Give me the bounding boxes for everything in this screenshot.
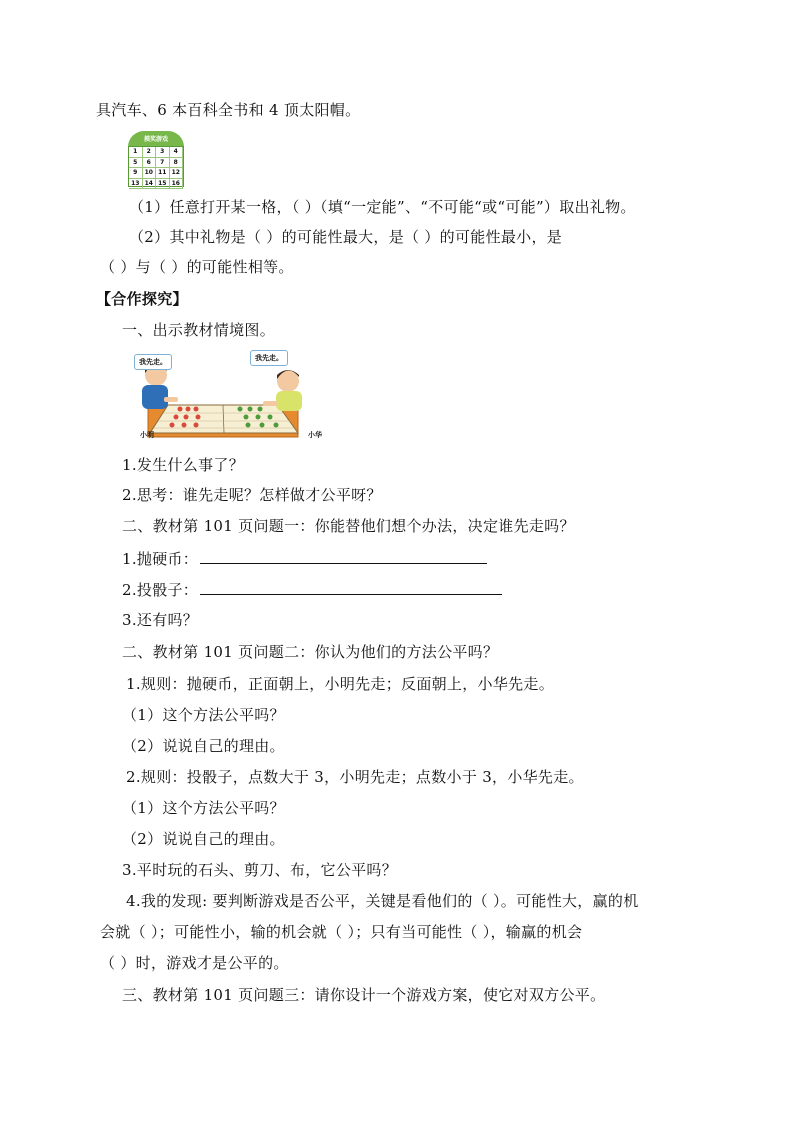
prize-cell: 13 (129, 179, 143, 190)
rule-1: 1.规则：抛硬币，正面朝上，小明先走；反面朝上，小华先走。 (126, 675, 555, 693)
part-3-item-3: 3.平时玩的石头、剪刀、布，它公平吗？ (122, 861, 398, 879)
part-1-question-2: 2.思考：谁先走呢？怎样做才公平呀？ (122, 486, 382, 504)
part-2-item-3: 3.还有吗？ (122, 611, 199, 629)
prize-cell: 11 (156, 168, 170, 179)
prize-grid-cells (128, 146, 184, 187)
coin-toss-answer-blank[interactable] (200, 547, 487, 564)
left-name-label: 小明 (140, 431, 154, 439)
prize-cell: 6 (143, 158, 157, 169)
part-2-title: 二、教材第 101 页问题一：你能替他们想个办法，决定谁先走吗？ (122, 517, 575, 535)
part-2-item-1 (122, 547, 487, 570)
coin-toss-label: 1.抛硬币： (122, 550, 199, 568)
discovery-line-1: 4.我的发现: 要判断游戏是否公平，关键是看他们的（ ）。可能性大，赢的机 (126, 892, 639, 910)
discovery-line-3: （ ）时，游戏才是公平的。 (100, 954, 289, 972)
prize-cell: 8 (170, 158, 184, 169)
question-2-line-2: （ ）与（ ）的可能性相等。 (100, 258, 294, 276)
rule-2-question-1: （1）这个方法公平吗？ (122, 799, 285, 817)
discovery-line-2: 会就（ ）；可能性小，输的机会就（ ）；只有当可能性（ ），输赢的机会 (100, 923, 583, 941)
intro-line: 具汽车、6 本百科全书和 4 顶太阳帽。 (96, 101, 361, 119)
rule-2: 2.规则：投骰子，点数大于 3，小明先走；点数小于 3，小华先走。 (126, 768, 584, 786)
rule-1-question-2: （2）说说自己的理由。 (122, 737, 285, 755)
chess-scene-image (128, 345, 328, 445)
part-1-question-1: 1.发生什么事了？ (122, 456, 245, 474)
prize-cell: 10 (143, 168, 157, 179)
prize-cell: 5 (129, 158, 143, 169)
part-2-item-2 (122, 578, 502, 601)
question-1: （1）任意打开某一格，（ ）（填“一定能”、“不可能“或“可能”）取出礼物。 (129, 198, 636, 216)
rule-1-question-1: （1）这个方法公平吗？ (122, 706, 285, 724)
prize-cell: 2 (143, 147, 157, 158)
prize-cell: 16 (170, 179, 184, 190)
prize-grid-title: 摸奖游戏 (128, 131, 184, 147)
rule-2-question-2: （2）说说自己的理由。 (122, 830, 285, 848)
prize-grid-image (128, 131, 184, 187)
prize-cell: 7 (156, 158, 170, 169)
part-3-title: 二、教材第 101 页问题二：你认为他们的方法公平吗？ (122, 643, 499, 661)
prize-cell: 15 (156, 179, 170, 190)
dice-answer-blank[interactable] (200, 578, 502, 595)
prize-cell: 4 (170, 147, 184, 158)
prize-cell: 14 (143, 179, 157, 190)
part-1-title: 一、出示教材情境图。 (122, 321, 276, 339)
section-title: 【合作探究】 (96, 290, 188, 308)
part-4-title: 三、教材第 101 页问题三：请你设计一个游戏方案，使它对双方公平。 (122, 986, 606, 1004)
prize-cell: 1 (129, 147, 143, 158)
prize-cell: 12 (170, 168, 184, 179)
dice-label: 2.投骰子： (122, 581, 199, 599)
right-name-label: 小华 (308, 431, 322, 439)
prize-cell: 3 (156, 147, 170, 158)
left-speech-bubble: 我先走。 (134, 354, 172, 370)
question-2-line-1: （2）其中礼物是（ ）的可能性最大，是（ ）的可能性最小，是 (129, 228, 563, 246)
prize-cell: 9 (129, 168, 143, 179)
right-speech-bubble: 我先走。 (250, 350, 288, 366)
